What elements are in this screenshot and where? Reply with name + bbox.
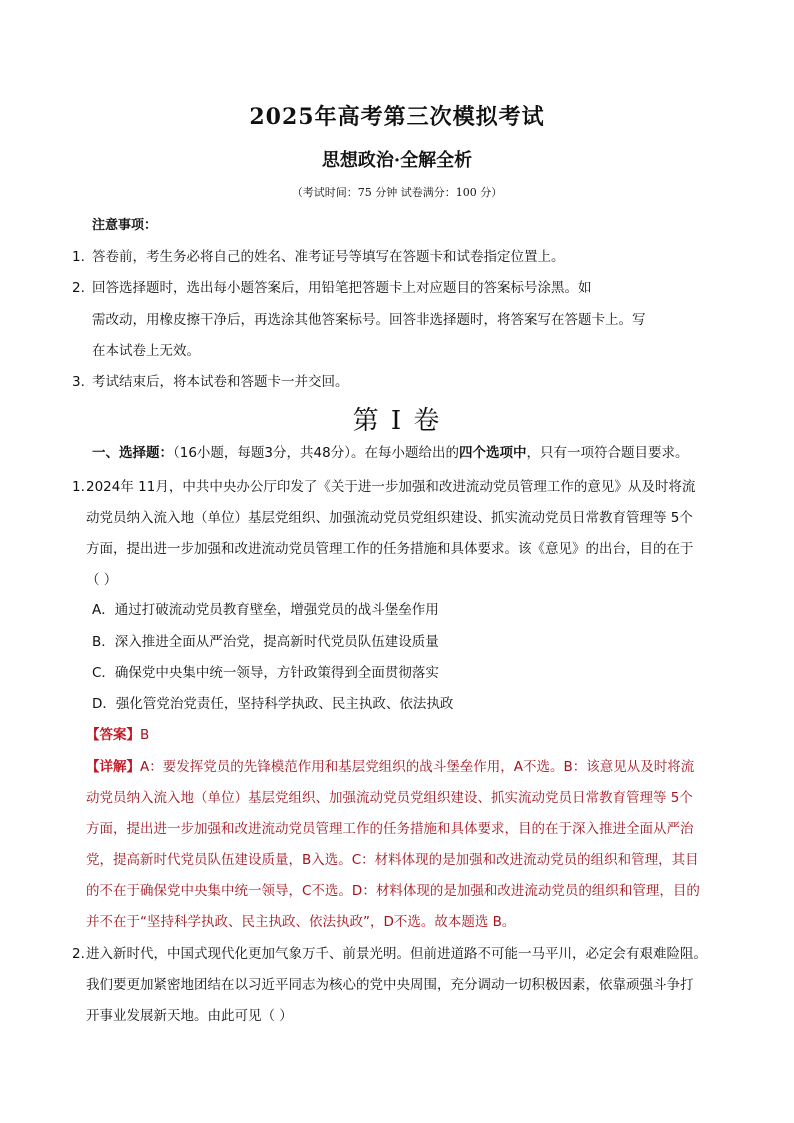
instruction-tail: ，只有一项符合题目要求。 (526, 445, 689, 461)
notice-heading: 注意事项： (92, 218, 158, 233)
notice-item-text: 回答选择题时，选出每小题答案后，用铅笔把答题卡上对应题目的答案标号涂黑。如 (92, 280, 592, 296)
answer-value: B (140, 727, 150, 743)
question-stem-line: （ ） (86, 572, 118, 588)
notice-item-text: 考试结束后，将本试卷和答题卡一并交回。 (92, 374, 349, 390)
option-a: A．通过打破流动党员教育壁垒，增强党员的战斗堡垒作用 (92, 602, 439, 618)
detail-text: A：要发挥党员的先锋模范作用和基层党组织的战斗堡垒作用，A不选。B：该意见从及时将流 (140, 759, 695, 775)
instruction-emphasis: 四个选项中 (458, 445, 527, 461)
section-instruction (92, 443, 688, 463)
detail-line: 并不在于“坚持科学执政、民主执政、依法执政”，D不选。故本题选 B。 (86, 914, 516, 930)
detail-line (86, 757, 694, 777)
detail-line: 动党员纳入流入地（单位）基层党组织、加强流动党员党组织建设、抓实流动党员日常教育管理等 5个 (86, 790, 693, 806)
question-number: 1. (72, 479, 85, 495)
notice-item-number: 1. (72, 249, 85, 265)
notice-item-number: 2. (72, 280, 85, 296)
option-c: C．确保党中央集中统一领导，方针政策得到全面贯彻落实 (92, 665, 439, 681)
question-stem-line: 我们要更加紧密地团结在以习近平同志为核心的党中央周围，充分调动一切积极因素，依靠顽强斗争打 (86, 977, 694, 993)
page-subtitle: 思想政治·全解全析 (321, 150, 473, 171)
section-title: 第 I 卷 (352, 406, 442, 436)
question-stem-line: 方面，提出进一步加强和改进流动党员管理工作的任务措施和具体要求。该《意见》的出台，目的在于 (86, 541, 694, 557)
notice-item-number: 3. (72, 374, 85, 390)
instruction-label: 一、选择题： (92, 445, 173, 461)
option-d: D．强化管党治党责任，坚持科学执政、民主执政、依法执政 (92, 696, 454, 712)
detail-line: 方面，提出进一步加强和改进流动党员管理工作的任务措施和具体要求，目的在于深入推进全面从严治 (86, 821, 694, 837)
option-b: B．深入推进全面从严治党，提高新时代党员队伍建设质量 (92, 634, 439, 650)
answer-label: 【答案】 (86, 727, 140, 743)
answer-line (86, 725, 149, 745)
notice-item-text: 在本试卷上无效。 (92, 343, 200, 359)
question-stem-line: 开事业发展新天地。由此可见（ ） (86, 1008, 293, 1024)
notice-item-text: 答卷前，考生务必将自己的姓名、准考证号等填写在答题卡和试卷指定位置上。 (92, 249, 565, 265)
instruction-text: （16小题，每题3分，共48分）。在每小题给出的 (173, 445, 459, 461)
question-stem-line: 2024年 11月，中共中央办公厅印发了《关于进一步加强和改进流动党员管理工作的意见》从及时将流 (86, 479, 696, 495)
detail-label: 【详解】 (86, 759, 140, 775)
detail-line: 党，提高新时代党员队伍建设质量，B入选。C：材料体现的是加强和改进流动党员的组织和管理，其目 (86, 852, 699, 868)
detail-line: 的不在于确保党中央集中统一领导，C不选。D：材料体现的是加强和改进流动党员的组织和管理，目的 (86, 883, 700, 899)
question-stem-line: 动党员纳入流入地（单位）基层党组织、加强流动党员党组织建设、抓实流动党员日常教育管理等 5个 (86, 510, 693, 526)
notice-item-text: 需改动，用橡皮擦干净后，再选涂其他答案标号。回答非选择题时，将答案写在答题卡上。写 (92, 312, 646, 328)
question-number: 2. (72, 946, 85, 962)
exam-info: （考试时间：75 分钟 试卷满分：100 分） (291, 186, 503, 199)
page-title: 2025年高考第三次模拟考试 (249, 104, 545, 130)
question-stem-line: 进入新时代，中国式现代化更加气象万千、前景光明。但前进道路不可能一马平川，必定会有艰难险阻。 (86, 946, 707, 962)
